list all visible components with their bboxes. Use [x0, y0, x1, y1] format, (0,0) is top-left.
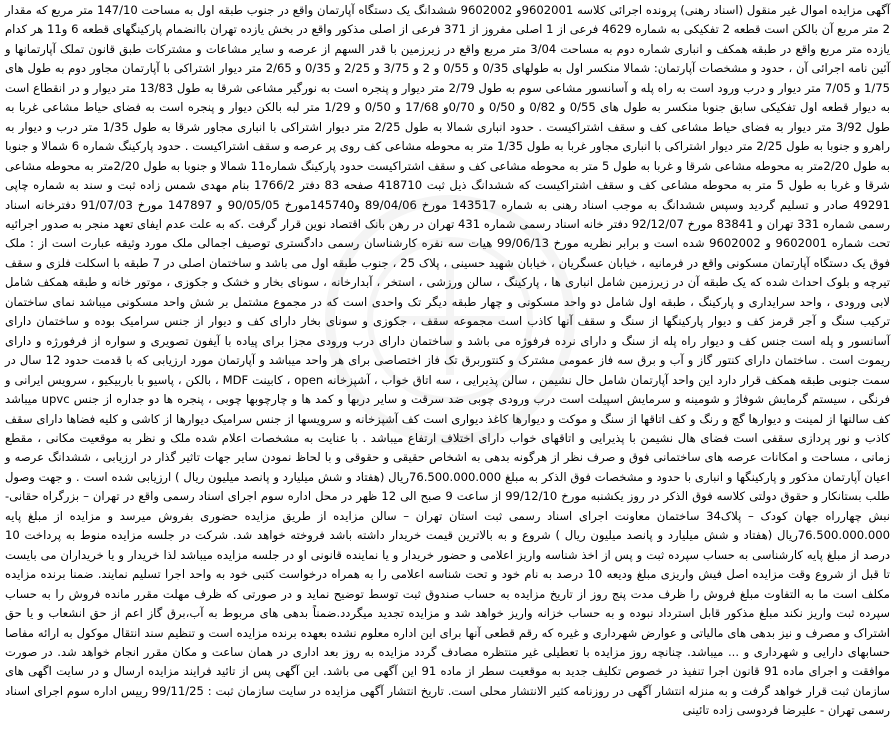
notice-paragraph: آگهی مزایده اموال غیر منقول (اسناد رهنی) پرونده اجرائی کلاسه 9602001و 9602002 ششدانگ یک دستگاه آپارتمان واقع در جنوب طبقه اول به مساحت 147/10 متر مربع که مقدار 2 متر مربع آن بالکن است قطعه 2 تفکیکی به شماره 4629 فرعی از 1 اصلی مفروز از 371 فرعی از اصلی مذکور واقع در بخش یازده تهران باانضمام پارکینگهای قطعه 6 و11 هر کدام یازده متر مربع واقع در طبقه همکف و انباری شماره دوم به مساحت 3/04 متر مربع واقع در زیرزمین با قدر السهم از عرصه و سایر مشاعات و مشترکات طبق قانون تملک آپارتمانها و آئین نامه اجرائی آن ، حدود و مشخصات آپارتمان: شمالا منکسر اول به طولهای 0/35 و 0/55 و 2 و 3/75 و 2/25 و 0/35 و 2/65 متر دیوار اشتراکی با آپارتمان مجاور دوم به طول های 1/75 و 7/05 متر دیوار و درب ورود است به راه پله و آسانسور مشاعی سوم به طول 2/79 متر دیوار و پنجره است به نورگیر مشاعی شرقا به طول 13/83 متر دیوار و در انقطاع است به دیوار قطعه اول تفکیکی سابق جنوبا منکسر به طول های 0/55 و 0/82 و 0/50 و 0/70و 17/68 و 0/50 و 1/29 متر لبه بالکن دیوار و پنجره است به فضای حیاط مشاعی غربا به طول 3/92 متر دیوار به فضای حیاط مشاعی کف و سقف اشتراکیست . حدود انباری شمالا به طول 2/25 متر دیوار اشتراکی با انباری مجاور شرقا به طول 1/35 متر درب و دیوار به راهرو و جنوبا به طول 2/25 متر دیوار اشتراکی با انباری مجاور غربا به طول 1/35 متر به محوطه مشاعی کف روی پر عرصه و سقف اشتراکیست . حدود پارکینگ شماره 6 شمالا و جنوبا به طول 2/20متر به محوطه مشاعی شرقا و غربا به طول 5 متر به محوطه مشاعی کف و سقف اشتراکیست حدود پارکینگ شماره11 شمالا و جنوبا به طول 2/20متر به محوطه مشاعی شرقا و غربا به طول 5 متر به محوطه مشاعی کف و سقف اشتراکیست که ششدانگ ذیل ثبت 418710 صفحه 83 دفتر 1766/2 بنام مهدی شمس زاده ثبت و سند به شماره چاپی 49291 صادر و تسلیم گردید وسپس ششدانگ به موجب اسناد رهنی به شماره 143517 مورخ 89/04/06 و145740مورخ 90/05/05 و 147897 مورخ 91/07/03 دفترخانه اسناد رسمی شماره 331 تهران و 83841 مورخ 92/12/07 دفتر خانه اسناد رسمی شماره 431 تهران در رهن بانک اقتصاد نوین قرار گرفت .که به علت عدم ایفای تعهد منجر به صدور اجرائیه تحت شماره 9602001 و 9602002 شده است و برابر نظریه مورخ 99/06/13 هیات سه نفره کارشناسان رسمی دادگستری توصیف اجمالی ملک مورد وثیقه عبارت است از : ملک فوق یک دستگاه آپارتمان مسکونی واقع در فرمانیه ، خیابان عسگریان ، خیابان شهید حسینی ، پلاک 25 ، جنوب طبقه اول می باشد و ساختمان اصلی در 7 طبقه با اسکلت فلزی و سقف تیرچه و بلوک احداث شده که یک طبقه آن در زیرزمین شامل انباری ها ، پارکینگ ، سالن ورزشی ، استخر ، آبدارخانه ، سونای بخار و خشک و جکوزی ، موتور خانه و طبقه همکف شامل لابی ورودی ، واحد سرایداری و پارکینگ ، طبقه اول شامل دو واحد مسکونی و چهار طبقه دیگر تک واحدی است که در مجموع مشتمل بر شش واحد مسکونی میباشد نمای ساختمان ترکیب سنگ و آجر قرمز کف و دیوار پارکینگها از سنگ و سقف آنها کاذب است مجموعه سقف ، جکوزی و سونای بخار دارای کف و دیوار از جنس سرامیک بوده و ساختمان دارای آسانسور و پله است جنس کف و دیوار راه پله از سنگ و دارای نرده فرفوژه می باشد و ساختمان دارای درب ورودی مجزا برای پیاده با آیفون تصویری و سواره از فرفورژه و دارای ریموت است . ساختمان دارای کنتور گاز و آب و برق سه فاز عمومی مشترک و کنتوربرق تک فاز اختصاصی برای هر واحد میباشد و آپارتمان مورد ارزیابی که با قدمت حدود 12 سال در سمت جنوبی طبقه همکف قرار دارد این واحد آپارتمان شامل حال نشیمن ، سالن پذیرایی ، سه اتاق خواب ، آشپزخانه open ، کابینت MDF ، بالکن ، پاسیو با باربیکیو ، سرویس ایرانی و فرنگی ، سیستم گرمایش شوفاژ و شومینه و سرمایش اسپیلت است درب ورودی چوبی ضد سرقت و سایر دربها و کمد ها و چارچوبها چوبی ، پنجره ها دو جداره از جنس upvc میباشد کف سالنها از لمینت و دیوارها گچ و رنگ و کف اتاقها از سنگ و موکت و دیوارها کاغذ دیواری است کف آشپزخانه و سرویسها از جنس سرامیک دیوارها از کاشی و کلیه فضاها دارای سقف کاذب و نور پردازی سقفی است فضای هال نشیمن با پذیرایی و اتاقهای خواب دارای اختلاف ارتفاع میباشد . با عنایت به مشخصات اعلام شده ملک و نظر به موقعیت مکانی ، مقطع زمانی ، مساحت و امکانات عرصه های ساختمانی فوق و صرف نظر از هرگونه بدهی به اشخاص حقیقی و حقوقی و با لحاظ نمودن سایر جهات تاثیر گذار در ارزیابی ، ششدانگ عرصه و اعیان آپارتمان مذکور و پارکینگها و انباری با حدود و مشخصات فوق الذکر به مبلغ 76.500.000.000ریال (هفتاد و شش میلیارد و پانصد میلیون ریال ) ارزیابی شده است . و جهت وصول طلب بستانکار و حقوق دولتی کلاسه فوق الذکر در روز یکشنبه مورخ 99/12/10 از ساعت 9 صبح الی 12 ظهر در محل اداره سوم اجرای اسناد رسمی واقع در تهران – بزرگراه حقانی- نبش چهارراه جهان کودک – پلاک34 ساختمان معاونت اجرای اسناد رسمی ثبت استان تهران – سالن مزایده از طریق مزایده حضوری بفروش میرسد و مزایده از مبلغ پایه 76.500.000.000ریال (هفتاد و شش میلیارد و پانصد میلیون ریال ) شروع و به بالاترین قیمت خریدار داشته باشد فروخته خواهد شد. شرکت در جلسه مزایده منوط به پرداخت 10 درصد از مبلغ پایه کارشناسی به حساب سپرده ثبت و پس از اخذ شناسه واریز اعلامی و حضور خریدار و یا نماینده قانونی او در جلسه مزایده میباشد لذا خریدار و یا خریداران می بایست تا قبل از شروع وقت مزایده اصل فیش واریزی مبلغ ودیعه 10 درصد به نام خود و تحت شناسه اعلامی را به همراه درخواست کتبی خود به واحد اجرا تسلیم نمایند. ضمنا برنده مزایده مکلف است ما به التفاوت مبلغ فروش را ظرف مدت پنج روز از تاریخ مزایده به حساب صندوق ثبت توسط توضیح نماید و در صورتی که ظرف مهلت مقرر مانده فروش را به حساب سپرده ثبت واریز نکند مبلغ مذکور قابل استرداد نبوده و به حساب خزانه واریز خواهد شد و مزایده تجدید میگردد.ضمناً بدهی های مربوط به آب،برق گاز اعم از حق انشعاب و یا حق اشتراک و مصرف و نیز بدهی های مالیاتی و عوارض شهرداری و غیره که رقم قطعی آنها برای این اداره معلوم نشده بعهده برنده مزایده است و تنظیم سند انتقال موکول به ارائه مفاصا حسابهای دارایی و شهرداری و ... میباشد. چنانچه روز مزایده با تعطیلی غیر منتظره مصادف گردد مزایده به روز بعد اداری در همان ساعت و مکان مقرر انجام خواهد شد. در صورت موافقت و اجرای ماده 91 قانون اجرا تنفیذ در خصوص تکلیف جدید به موقعیت سطر از ماده 91 این آگهی می باشد. این آگهی پس از تائید فرایند مزایده ارسال و در سایت اگهی های سازمان ثبت قرار خواهد گرفت و به منزله انتشار آگهی در روزنامه کثیر الانتشار محلی است. تاریخ انتشار آگهی مزایده در سایت سازمان ثبت : 99/11/25 رییس اداره سوم اجرای اسناد رسمی تهران - علیرضا فردوسی زاده تائینی	[5, 3, 891, 718]
auction-notice	[2, 1, 893, 730]
